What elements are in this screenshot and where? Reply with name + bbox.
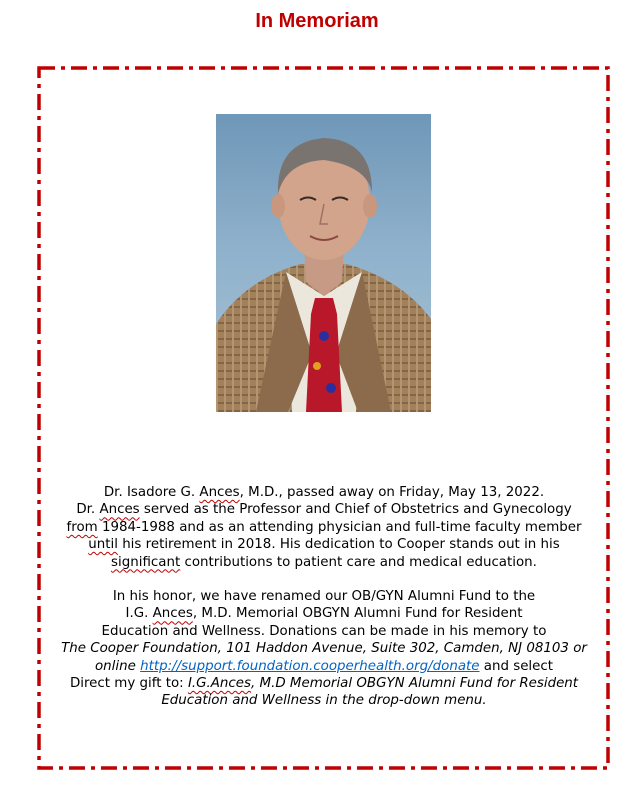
donate-link[interactable]: http://support.foundation.cooperhealth.org/donate	[140, 658, 480, 674]
drop-down-instruction: Education and Wellness in the drop-down menu.	[161, 693, 487, 709]
honor-line-3: Education and Wellness. Donations can be made in his memory to	[101, 623, 547, 639]
announcement-line-2: Dr. Ances served as the Professor and Chief of Obstetrics and Gynecology	[76, 502, 572, 518]
announcement-line-4: until his retirement in 2018. His dedication to Cooper stands out in his	[88, 537, 560, 553]
portrait-photo	[216, 114, 431, 412]
foundation-address: The Cooper Foundation, 101 Haddon Avenue, Suite 302, Camden, NJ 08103 or	[61, 641, 587, 657]
announcement-line-1: Dr. Isadore G. Ances, M.D., passed away on Friday, May 13, 2022.	[103, 485, 545, 500]
direct-gift-line: Direct my gift to: I.G.Ances, M.D Memorial OBGYN Alumni Fund for Resident	[69, 676, 579, 692]
honor-line-1: In his honor, we have renamed our OB/GYN Alumni Fund to the	[112, 589, 536, 605]
portrait-illustration	[216, 114, 431, 412]
honor-line-2: I.G. Ances, M.D. Memorial OBGYN Alumni Fund for Resident	[125, 606, 523, 622]
memorial-text	[54, 484, 594, 710]
announcement-line-3: from 1984-1988 and as an attending physician and full-time faculty member	[66, 519, 582, 535]
tie-shape	[306, 298, 342, 412]
announcement-line-5: significant contributions to patient care and medical education.	[111, 554, 537, 570]
page-title: In Memoriam	[255, 10, 379, 32]
donate-line: online http://support.foundation.cooperhealth.org/donate and select	[94, 658, 554, 674]
